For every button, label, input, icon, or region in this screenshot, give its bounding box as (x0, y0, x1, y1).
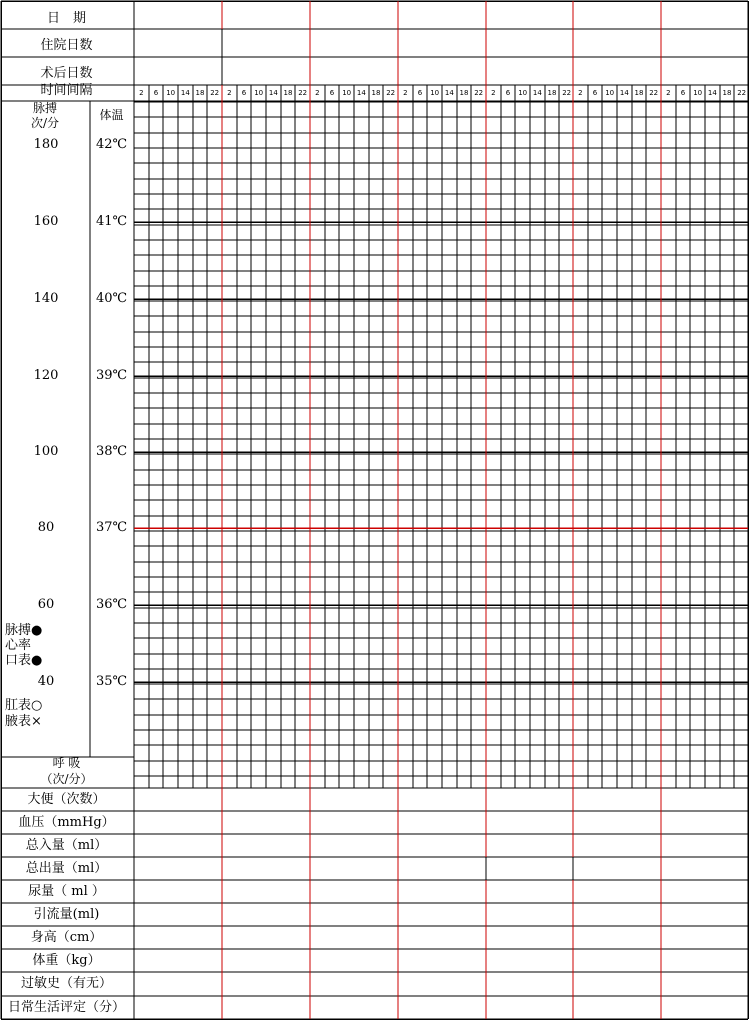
bottom-row-label: 总出量（ml） (25, 861, 108, 876)
time-tick-14: 14 (532, 89, 542, 97)
temperature-scale-value: 35℃ (96, 674, 128, 689)
time-tick-6: 6 (329, 89, 335, 97)
time-tick-18: 18 (547, 89, 557, 97)
temperature-scale-value: 41℃ (96, 214, 128, 229)
date-label: 日 期 (46, 11, 86, 26)
time-tick-18: 18 (283, 89, 293, 97)
bottom-row-label: 过敏史（有无） (20, 976, 112, 991)
time-tick-2: 2 (315, 89, 320, 97)
time-interval-label: 时间间隔 (40, 83, 93, 98)
time-tick-10: 10 (518, 89, 528, 97)
time-tick-2: 2 (227, 89, 232, 97)
time-tick-22: 22 (474, 89, 484, 97)
pulse-scale-value: 100 (33, 444, 59, 459)
pulse-scale-value: 140 (33, 291, 59, 306)
respiration-label-line2: （次/分） (40, 772, 93, 786)
time-tick-10: 10 (605, 89, 615, 97)
time-tick-6: 6 (680, 89, 686, 97)
temperature-scale-value: 39℃ (96, 368, 128, 383)
time-tick-14: 14 (444, 89, 454, 97)
bottom-row-label: 血压（mmHg） (18, 815, 115, 830)
pulse-header-line1: 脉搏 (32, 101, 57, 115)
time-tick-22: 22 (737, 89, 747, 97)
pulse-scale-value: 120 (33, 368, 59, 383)
temperature-header: 体温 (99, 108, 124, 122)
temperature-scale-value: 40℃ (96, 291, 128, 306)
time-tick-22: 22 (649, 89, 659, 97)
temperature-scale-value: 38℃ (96, 444, 128, 459)
time-tick-14: 14 (707, 89, 717, 97)
legend-pulse: 脉搏● (5, 623, 43, 638)
legend-heart-rate: 心率 (5, 638, 32, 653)
time-tick-2: 2 (403, 89, 408, 97)
time-tick-22: 22 (210, 89, 220, 97)
time-tick-6: 6 (241, 89, 247, 97)
time-tick-6: 6 (592, 89, 598, 97)
time-tick-10: 10 (254, 89, 264, 97)
time-tick-14: 14 (180, 89, 190, 97)
time-tick-18: 18 (371, 89, 381, 97)
time-tick-10: 10 (342, 89, 352, 97)
temperature-scale-value: 36℃ (96, 597, 128, 612)
legend-oral: 口表● (5, 653, 43, 668)
time-tick-6: 6 (505, 89, 511, 97)
time-tick-14: 14 (268, 89, 278, 97)
time-tick-2: 2 (491, 89, 496, 97)
legend-rectal: 肛表○ (5, 698, 43, 713)
time-tick-22: 22 (298, 89, 308, 97)
bottom-row-label: 体重（kg） (32, 953, 101, 968)
time-tick-18: 18 (722, 89, 732, 97)
time-tick-18: 18 (634, 89, 644, 97)
time-tick-6: 6 (153, 89, 159, 97)
time-tick-2: 2 (666, 89, 671, 97)
postop-days-label: 术后日数 (40, 66, 93, 81)
respiration-label-line1: 呼 吸 (52, 756, 81, 770)
time-tick-6: 6 (417, 89, 423, 97)
time-tick-14: 14 (619, 89, 629, 97)
pulse-scale-value: 40 (37, 674, 55, 689)
time-tick-22: 22 (562, 89, 572, 97)
bottom-row-label: 大便（次数） (27, 792, 106, 807)
time-tick-18: 18 (195, 89, 205, 97)
bottom-row-label: 尿量（ ml ） (28, 884, 105, 899)
pulse-scale-value: 160 (33, 214, 59, 229)
legend-axillary: 腋表× (5, 714, 42, 729)
pulse-scale-value: 60 (37, 597, 55, 612)
bottom-row-label: 身高（cm） (30, 930, 103, 945)
bottom-row-label: 总入量（ml） (25, 838, 108, 853)
pulse-header-line2: 次/分 (30, 116, 60, 130)
hospital-days-label: 住院日数 (40, 38, 93, 53)
bottom-row-label: 日常生活评定（分） (7, 1000, 125, 1015)
temperature-scale-value: 42℃ (96, 137, 128, 152)
time-tick-10: 10 (430, 89, 440, 97)
time-tick-18: 18 (459, 89, 469, 97)
time-tick-14: 14 (356, 89, 366, 97)
time-tick-2: 2 (578, 89, 583, 97)
temperature-scale-value: 37℃ (96, 520, 128, 535)
bottom-row-label: 引流量(ml) (33, 907, 100, 922)
pulse-scale-value: 80 (37, 520, 55, 535)
time-tick-22: 22 (386, 89, 396, 97)
pulse-scale-value: 180 (33, 137, 59, 152)
time-tick-10: 10 (166, 89, 176, 97)
time-tick-10: 10 (693, 89, 703, 97)
time-tick-2: 2 (139, 89, 144, 97)
